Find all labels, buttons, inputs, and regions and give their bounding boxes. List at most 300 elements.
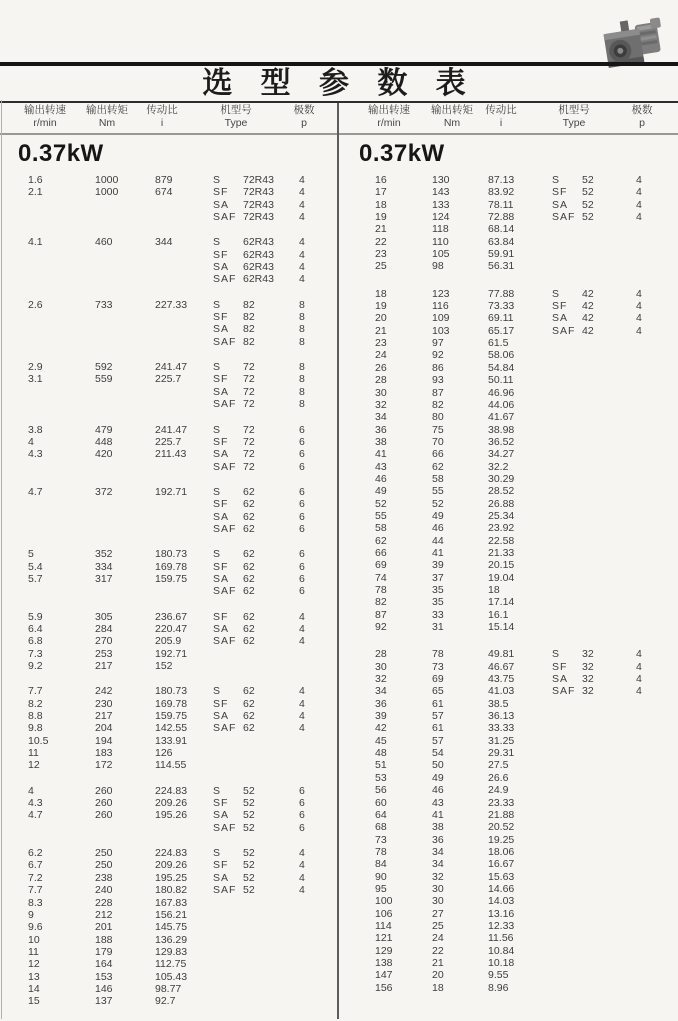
type-prefix-cell: S [552,648,561,661]
type-model-cell [582,461,632,473]
col-unit: Type [562,117,586,129]
ratio-cell [155,386,213,398]
type-prefix-cell [552,834,582,846]
type-model-cell [582,349,632,361]
table-row [339,498,678,510]
poles-cell [632,809,658,821]
type-prefix-cell: SA [213,871,230,884]
poles-cell: 8 [299,398,305,411]
poles-cell [632,485,658,497]
type-prefix-cell: SAF [552,324,576,337]
speed-cell: 7.7 [28,685,43,698]
table-row [0,921,337,933]
poles-cell [632,609,658,621]
torque-cell: 73 [432,660,444,673]
ratio-cell: 18.06 [488,845,515,858]
type-model-cell: 52 [243,859,255,872]
table-row [0,983,337,995]
type-prefix-cell: SF [213,248,229,261]
poles-cell: 4 [636,673,642,686]
type-prefix-cell: SAF [213,398,237,411]
type-model-cell [582,834,632,846]
table-row [339,945,678,957]
poles-cell: 4 [299,622,305,635]
type-model-cell [582,621,632,633]
ratio-cell: 142.55 [155,722,188,735]
type-model-cell [243,747,295,759]
table-row [0,995,337,1007]
ratio-cell: 31.25 [488,734,515,747]
row-group [0,299,337,348]
speed-cell: 19 [375,211,387,224]
ratio-cell: 211.43 [155,448,187,461]
table-row [339,710,678,722]
poles-cell: 8 [299,311,305,324]
poles-cell [632,621,658,633]
type-prefix-cell: SF [552,660,568,673]
speed-cell: 46 [375,472,387,485]
col-header-torque [428,104,476,133]
type-model-cell [582,374,632,386]
type-prefix-cell [552,485,582,497]
speed-cell: 28 [375,374,387,387]
type-model-cell: 52 [582,211,594,224]
ratio-cell [155,822,213,834]
table-row [339,362,678,374]
row-group [339,648,678,994]
ratio-cell: 15.14 [488,621,515,634]
ratio-cell: 674 [155,186,173,199]
poles-cell [295,909,321,921]
type-prefix-cell [213,983,243,995]
torque-cell: 448 [95,435,113,448]
type-prefix-cell [552,821,582,833]
type-prefix-cell [213,759,243,771]
torque-cell: 230 [95,697,113,710]
speed-cell: 11 [28,945,39,958]
type-model-cell [243,735,295,747]
table-row [0,909,337,921]
type-prefix-cell [552,747,582,759]
speed-cell: 78 [375,584,387,596]
torque-cell: 39 [432,559,444,572]
ratio-cell: 224.83 [155,784,188,797]
type-model-cell [582,236,632,248]
table-row [0,323,337,335]
torque-cell: 31 [432,621,444,634]
type-prefix-cell [552,895,582,907]
type-prefix-cell: SAF [213,335,237,348]
torque-cell: 54 [432,747,444,760]
ratio-cell [155,461,213,473]
table-row [339,547,678,559]
table-row [0,884,337,896]
ratio-cell: 73.33 [488,300,515,313]
ratio-cell [155,211,213,223]
torque-cell: 86 [432,361,444,374]
poles-cell [632,772,658,784]
type-model-cell [582,722,632,734]
speed-cell: 62 [375,534,387,547]
ratio-cell: 78.11 [488,198,514,211]
table-row [0,971,337,983]
poles-cell [632,698,658,710]
torque-cell: 123 [432,287,450,300]
col-label: 输出转矩 [86,104,128,116]
table-row [339,747,678,759]
speed-cell: 10.5 [28,734,49,747]
ratio-cell: 159.75 [155,710,188,723]
torque-cell: 38 [432,821,444,834]
torque-cell [95,523,155,535]
torque-cell: 58 [432,472,444,485]
table-row [339,260,678,272]
type-model-cell [582,809,632,821]
table-row [339,883,678,895]
type-prefix-cell [552,596,582,608]
speed-cell [28,336,95,348]
type-prefix-cell: SF [552,300,568,313]
torque-cell: 98 [432,260,444,273]
speed-cell: 6.8 [28,635,43,648]
torque-cell: 46 [432,784,444,797]
row-group [0,174,337,223]
speed-cell: 7.7 [28,884,43,897]
type-model-cell: 62 [243,722,255,735]
type-prefix-cell: SAF [552,685,576,698]
speed-cell: 36 [375,697,387,710]
table-row [339,448,678,460]
row-group [0,785,337,834]
poles-cell [632,448,658,460]
torque-cell: 41 [432,808,444,821]
col-header-type [188,104,284,133]
poles-cell: 6 [299,498,305,511]
table-row [0,611,337,623]
ratio-cell: 16.1 [488,608,509,621]
ratio-cell: 180.82 [155,884,188,897]
ratio-cell: 23.92 [488,522,515,535]
ratio-cell: 36.52 [488,435,515,448]
ratio-cell: 20.15 [488,559,515,572]
poles-cell: 4 [299,710,305,723]
type-prefix-cell [213,735,243,747]
col-header-poles [622,104,662,133]
speed-cell: 32 [375,673,387,686]
col-unit: r/min [33,117,57,129]
type-model-cell [582,957,632,969]
ratio-cell: 145.75 [155,921,188,934]
table-row [339,535,678,547]
type-prefix-cell [552,846,582,858]
torque-cell [95,585,155,597]
speed-cell: 9.6 [28,921,43,934]
poles-cell [632,473,658,485]
type-prefix-cell: SA [213,622,230,635]
table-row [339,522,678,534]
speed-cell: 4 [28,784,34,797]
type-model-cell [582,473,632,485]
speed-cell: 6.7 [28,859,43,872]
torque-cell: 194 [95,734,113,747]
type-prefix-cell: SA [213,198,230,211]
type-prefix-cell: SAF [213,821,237,834]
type-model-cell [582,436,632,448]
type-model-cell: 72 [243,361,255,374]
type-prefix-cell [552,547,582,559]
table-row [339,846,678,858]
torque-cell [95,498,155,510]
type-model-cell: 32 [582,673,594,686]
table-row [0,461,337,473]
torque-cell: 75 [432,423,444,436]
torque-cell: 65 [432,685,444,698]
type-model-cell [243,648,295,660]
type-prefix-cell [552,448,582,460]
poles-cell: 4 [299,697,305,710]
type-model-cell: 72R43 [243,198,274,211]
type-prefix-cell [552,522,582,534]
ratio-cell: 98.77 [155,982,182,995]
type-prefix-cell [552,698,582,710]
poles-cell [632,436,658,448]
table-row [339,325,678,337]
torque-cell: 201 [95,921,113,934]
poles-cell [632,871,658,883]
table-row [0,436,337,448]
type-prefix-cell: SF [213,311,229,324]
speed-cell: 16 [375,174,387,186]
type-prefix-cell [213,946,243,958]
torque-cell: 30 [432,882,444,895]
poles-cell [632,945,658,957]
ratio-cell: 16.67 [488,858,515,871]
torque-cell [95,461,155,473]
table-row [339,648,678,660]
table-row [339,485,678,497]
type-prefix-cell [552,399,582,411]
type-prefix-cell: S [213,236,222,249]
speed-cell: 60 [375,796,387,809]
type-model-cell: 52 [243,797,255,810]
type-model-cell: 32 [582,660,594,673]
table-row [0,398,337,410]
type-model-cell [243,971,295,983]
torque-cell: 66 [432,448,444,461]
poles-cell [632,535,658,547]
speed-cell: 34 [375,411,387,424]
ratio-cell: 11.56 [488,932,514,945]
type-prefix-cell: SA [213,385,230,398]
poles-cell: 8 [299,335,305,348]
ratio-cell: 220.47 [155,622,188,635]
speed-cell: 84 [375,858,387,871]
type-prefix-cell: SA [213,261,230,274]
torque-cell: 260 [95,809,113,822]
poles-cell [632,547,658,559]
type-model-cell: 62 [243,685,255,698]
table-row [339,871,678,883]
ratio-cell: 32.2 [488,460,509,473]
poles-cell: 4 [636,685,642,698]
table-row [339,211,678,223]
poles-cell [632,883,658,895]
type-prefix-cell [552,584,582,596]
torque-cell: 592 [95,361,113,374]
speed-cell: 2.1 [28,186,43,199]
type-prefix-cell [552,797,582,809]
table-row [339,584,678,596]
type-prefix-cell: SF [213,186,229,199]
speed-cell [28,323,95,335]
poles-cell: 4 [299,685,305,698]
table-row [0,958,337,970]
type-prefix-cell: S [552,287,561,300]
poles-cell: 8 [299,373,305,386]
torque-cell: 253 [95,647,113,660]
poles-cell: 4 [636,186,642,199]
type-model-cell [582,535,632,547]
ratio-cell: 114.55 [155,759,187,772]
poles-cell: 4 [636,198,642,211]
poles-cell [632,387,658,399]
ratio-cell: 27.5 [488,759,509,772]
torque-cell: 240 [95,884,113,897]
ratio-cell: 33.33 [488,722,515,735]
type-model-cell [243,995,295,1007]
type-prefix-cell [552,784,582,796]
table-row [339,424,678,436]
speed-cell: 78 [375,845,387,858]
type-model-cell [582,908,632,920]
poles-cell [295,648,321,660]
ratio-cell: 38.98 [488,423,515,436]
torque-cell [95,822,155,834]
table-row [0,623,337,635]
col-header-ratio [136,104,188,133]
torque-cell: 146 [95,982,113,995]
speed-cell: 48 [375,747,387,760]
speed-cell [28,822,95,834]
torque-cell: 70 [432,435,444,448]
type-prefix-cell [552,498,582,510]
ratio-cell: 43.75 [488,673,515,686]
speed-cell: 147 [375,969,393,982]
poles-cell [632,362,658,374]
torque-cell: 27 [432,907,444,920]
speed-cell [28,386,95,398]
type-model-cell [243,934,295,946]
poles-cell [295,735,321,747]
speed-cell: 138 [375,956,393,969]
speed-cell: 56 [375,784,387,797]
type-model-cell [582,698,632,710]
col-unit: Nm [443,117,461,129]
ratio-cell: 192.71 [155,485,188,498]
type-model-cell [582,895,632,907]
ratio-cell: 23.33 [488,796,515,809]
ratio-cell [155,585,213,597]
col-unit: p [639,117,645,129]
speed-cell: 6.4 [28,622,43,635]
torque-cell: 172 [95,759,113,772]
poles-cell [632,260,658,272]
table-row [339,969,678,981]
torque-cell: 1000 [95,174,119,186]
type-model-cell [582,784,632,796]
speed-cell: 42 [375,722,387,735]
speed-cell: 7.3 [28,647,43,660]
table-row [339,337,678,349]
type-prefix-cell: S [213,174,222,186]
type-prefix-cell: SF [213,859,229,872]
type-model-cell: 62 [243,697,255,710]
poles-cell: 4 [299,610,305,623]
type-model-cell [243,759,295,771]
table-row [339,784,678,796]
ratio-cell: 83.92 [488,186,515,199]
col-header-poles [284,104,324,133]
ratio-cell: 241.47 [155,361,188,374]
table-row [339,858,678,870]
col-label: 机型号 [220,104,252,116]
type-model-cell [582,846,632,858]
ratio-cell: 41.03 [488,685,515,698]
ratio-cell [155,523,213,535]
ratio-cell: 169.78 [155,560,188,573]
poles-cell [632,895,658,907]
type-prefix-cell [552,236,582,248]
type-prefix-cell [552,387,582,399]
type-model-cell [582,883,632,895]
table-row [0,759,337,771]
speed-cell [28,523,95,535]
col-header-type [526,104,622,133]
type-prefix-cell [213,648,243,660]
type-prefix-cell: SAF [213,635,237,648]
speed-cell: 41 [375,448,387,461]
type-model-cell [582,858,632,870]
type-model-cell: 52 [243,847,255,860]
torque-cell: 212 [95,908,113,921]
torque-cell: 32 [432,870,444,883]
type-model-cell [243,660,295,672]
poles-cell: 4 [636,312,642,325]
speed-cell: 100 [375,895,393,908]
torque-cell: 34 [432,845,444,858]
torque-cell [95,273,155,285]
col-label: 机型号 [558,104,590,116]
poles-cell: 4 [299,722,305,735]
col-unit: Type [224,117,248,129]
ratio-cell: 195.25 [155,871,188,884]
type-prefix-cell: SAF [213,460,237,473]
ratio-cell: 13.16 [488,907,515,920]
poles-cell [632,759,658,771]
torque-cell: 460 [95,236,113,249]
type-prefix-cell: S [213,298,222,311]
speed-cell: 6.2 [28,847,43,860]
type-model-cell: 32 [582,685,594,698]
ratio-cell: 209.26 [155,797,188,810]
ratio-cell: 49.81 [488,648,515,661]
type-prefix-cell [213,971,243,983]
torque-cell: 137 [95,995,113,1008]
type-prefix-cell [552,621,582,633]
speed-cell [28,311,95,323]
ratio-cell: 69.11 [488,312,514,325]
speed-cell: 23 [375,337,387,350]
